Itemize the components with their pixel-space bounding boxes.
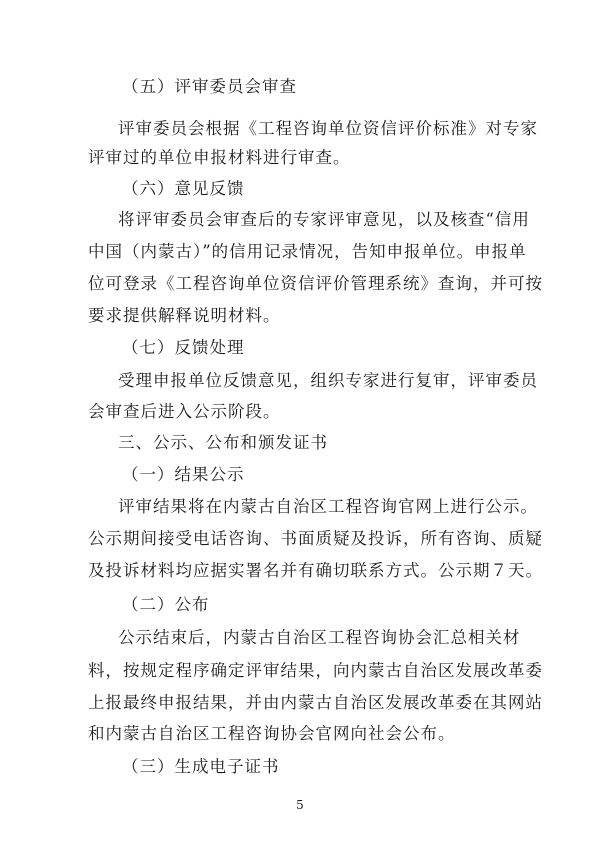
paragraph-line: 公示结束后，内蒙古自治区工程咨询协会汇总相关材 [118,628,521,647]
paragraph-line: 公示期间接受电话咨询、书面质疑及投诉，所有咨询、质疑 [88,529,543,548]
paragraph-line: 将评审委员会审查后的专家评审意见，以及核查“信用 [118,210,530,229]
paragraph-line: 位可登录《工程咨询单位资信评价管理系统》查询，并可按 [88,274,543,293]
heading-feedback: （六）意见反馈 [122,179,245,198]
paragraph-line: 评审结果将在内蒙古自治区工程咨询官网上进行公示。 [118,497,538,516]
paragraph-line: 和内蒙古自治区工程咨询协会官网向社会公布。 [88,724,456,743]
paragraph-line: 会审查后进入公示阶段。 [88,402,281,421]
heading-announcement: （二）公布 [122,595,210,614]
heading-electronic-certificate: （三）生成电子证书 [122,757,280,776]
heading-review-committee: （五）评审委员会审查 [122,77,297,96]
paragraph-line: 中国（内蒙古）”的信用记录情况，告知申报单位。申报单 [88,242,527,261]
page-number: 5 [296,798,304,812]
paragraph-line: 及投诉材料均应据实署名并有确切联系方式。公示期７天。 [88,561,543,580]
heading-result-publicity: （一）结果公示 [122,465,245,484]
paragraph-line: 料，按规定程序确定评审结果，向内蒙古自治区发展改革委 [88,661,543,680]
paragraph-line: 要求提供解释说明材料。 [88,306,281,325]
paragraph-line: 评审委员会根据《工程咨询单位资信评价标准》对专家 [118,119,538,138]
heading-section-three: 三、公示、公布和颁发证书 [118,433,328,452]
heading-feedback-handling: （七）反馈处理 [122,338,245,357]
paragraph-line: 受理申报单位反馈意见，组织专家进行复审，评审委员 [118,371,538,390]
paragraph-line: 上报最终申报结果，并由内蒙古自治区发展改革委在其网站 [88,693,543,712]
paragraph-line: 评审过的单位申报材料进行审查。 [88,148,351,167]
